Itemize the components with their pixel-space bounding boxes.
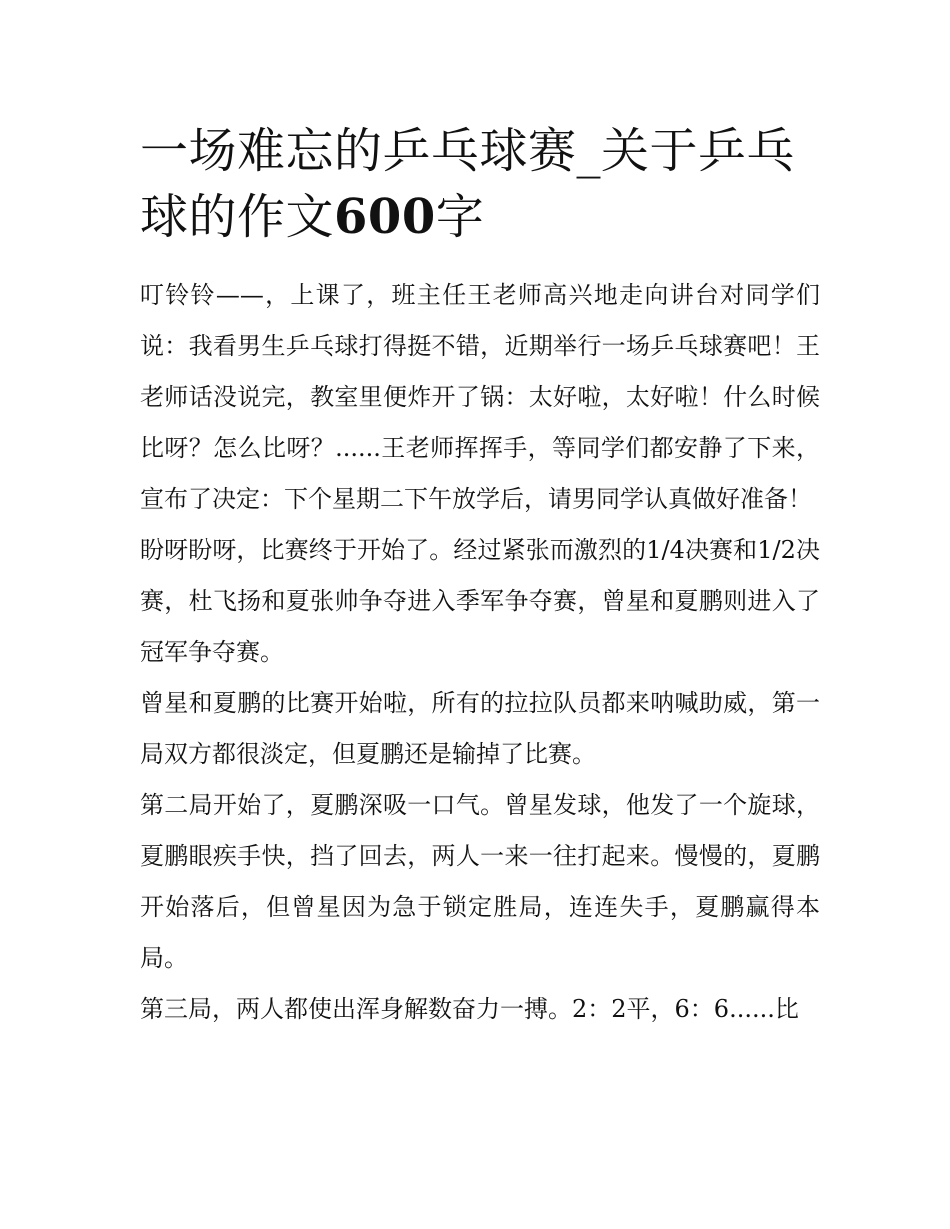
title-text: 一场难忘的乒乓球赛_关于乒乓球的作文 xyxy=(140,123,796,245)
paragraph-5: 第三局，两人都使出浑身解数奋力一搏。2：2平，6：6......比 xyxy=(140,995,799,1023)
paragraph-2: 盼呀盼呀，比赛终于开始了。经过紧张而激烈的1/4决赛和1/2决赛，杜飞扬和夏张帅争夺进入季军争夺赛，曾星和夏鹏则进入了冠军争夺赛。 xyxy=(140,536,820,666)
paragraph-3: 曾星和夏鹏的比赛开始啦，所有的拉拉队员都来呐喊助威，第一局双方都很淡定，但夏鹏还是输掉了比赛。 xyxy=(140,689,820,768)
title-number: 600 xyxy=(334,189,436,245)
title-suffix: 字 xyxy=(435,189,485,245)
document-body xyxy=(140,118,820,1035)
document-title xyxy=(140,118,820,250)
paragraph-1: 叮铃铃——，上课了，班主任王老师高兴地走向讲台对同学们说：我看男生乒乓球打得挺不错，近期举行一场乒乓球赛吧！王老师话没说完，教室里便炸开了锅：太好啦，太好啦！什么时候比呀？怎么比呀？......王老师挥挥手，等同学们都安静了下来，宣布了决定：下个星期二下午放学后，请男同学认真做好准备！ xyxy=(140,281,820,513)
paragraph-4: 第二局开始了，夏鹏深吸一口气。曾星发球，他发了一个旋球，夏鹏眼疾手快，挡了回去，两人一来一往打起来。慢慢的，夏鹏开始落后，但曾星因为急于锁定胜局，连连失手，夏鹏赢得本局。 xyxy=(140,791,820,972)
